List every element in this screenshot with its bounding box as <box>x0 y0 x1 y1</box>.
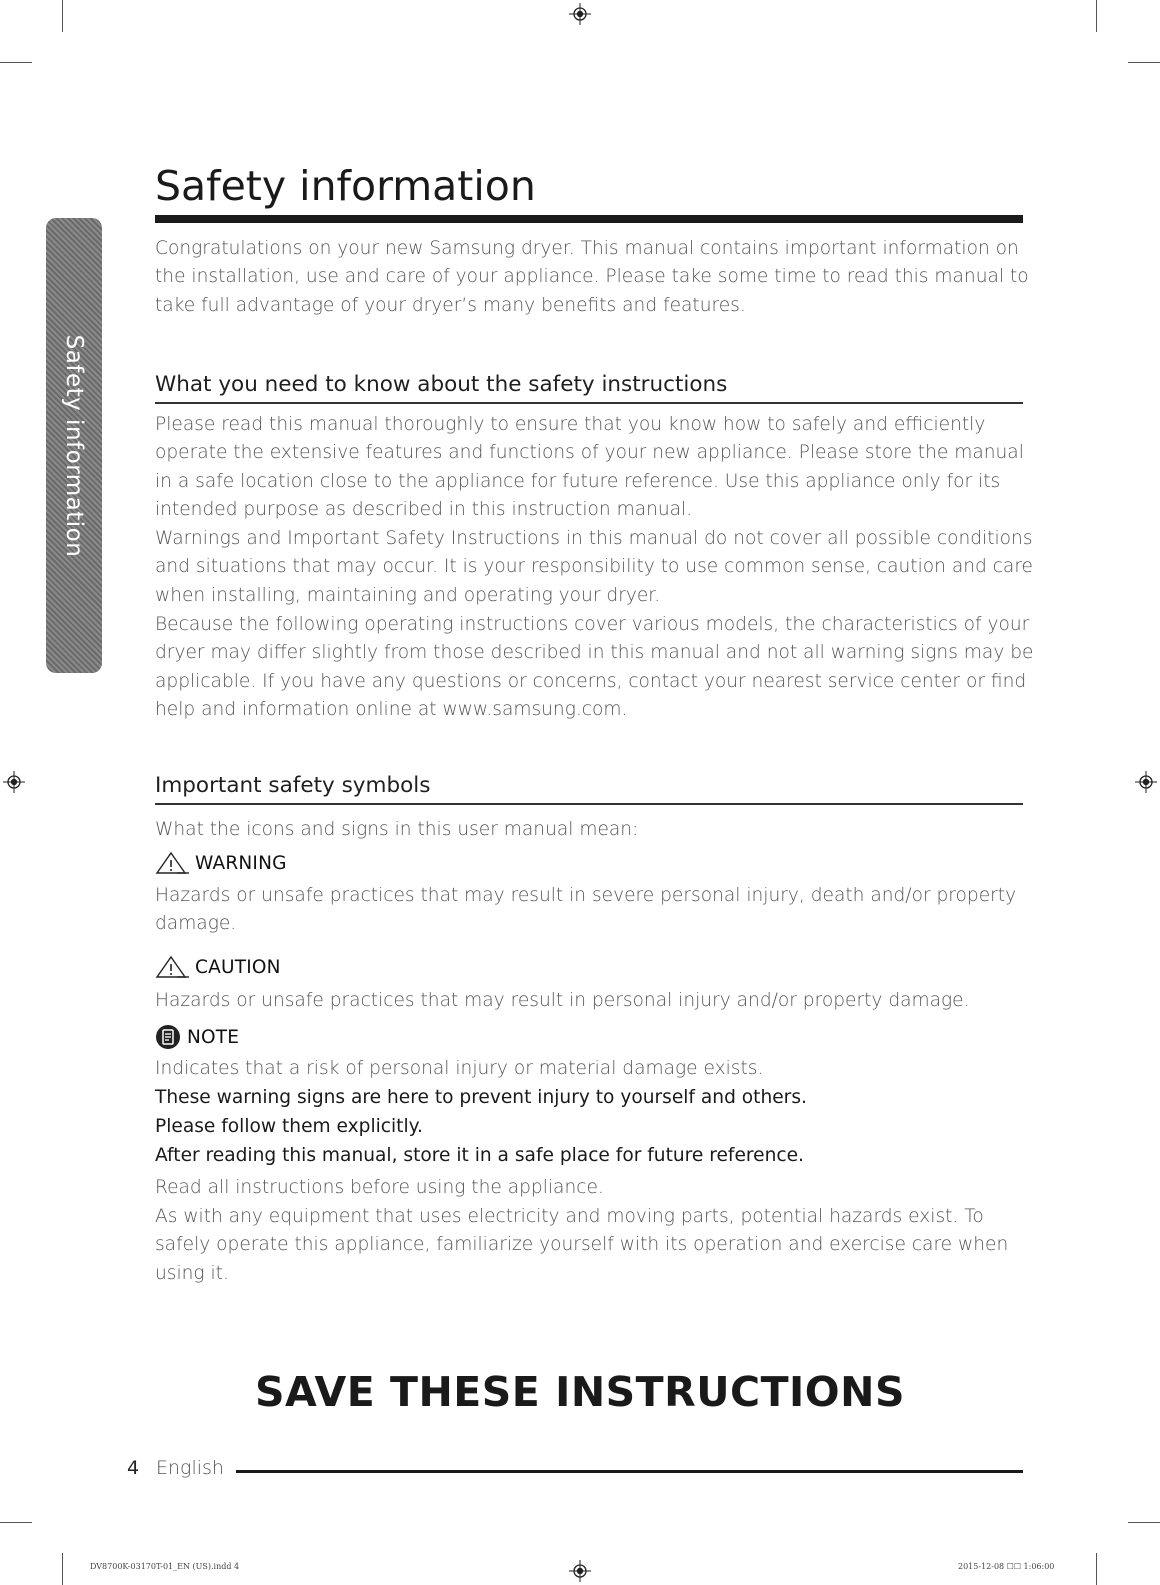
body-paragraph: As with any equipment that uses electricity and moving parts, potential hazards exist. To safely operate this appliance, familiarize yourself with its operation and exercise care when using it. <box>155 1206 1009 1284</box>
caution-label: CAUTION <box>195 956 281 978</box>
section-rule <box>155 803 1023 805</box>
crop-mark <box>62 0 63 32</box>
bold-instruction: These warning signs are here to prevent injury to yourself and others. <box>155 1087 807 1108</box>
page-number: 4 <box>127 1457 140 1479</box>
warning-triangle-icon <box>155 955 189 979</box>
side-tab-label: Safety information <box>61 334 87 557</box>
print-slug-date: 2015-12-08 ☐☐ 1:06:00 <box>958 1562 1055 1571</box>
section-rule <box>155 402 1023 404</box>
crop-mark <box>1096 0 1097 32</box>
section-heading: What you need to know about the safety instructions <box>155 372 728 397</box>
crop-mark <box>0 1522 32 1523</box>
caution-symbol-row <box>155 955 281 979</box>
body-paragraph: Warnings and Important Safety Instructions in this manual do not cover all possible conditions and situations that may occur. It is your responsibility to use common sense, caution and care when installing, maintaining and operating your dryer. <box>155 528 1033 606</box>
note-symbol-row <box>155 1024 239 1050</box>
footer-rule <box>236 1470 1023 1473</box>
body-paragraph: Please read this manual thoroughly to ensure that you know how to safely and efficiently operate the extensive features and functions of your new appliance. Please store the manual in a safe location close to the appliance for future reference. Use this appliance only for its intended purpose as described in this instruction manual. <box>155 414 1024 520</box>
print-slug-file: DV8700K-03170T-01_EN (US).indd 4 <box>90 1562 240 1571</box>
warning-text: Hazards or unsafe practices that may result in severe personal injury, death and/or property damage. <box>155 885 1017 935</box>
registration-mark-icon <box>3 771 25 793</box>
body-paragraph: What the icons and signs in this user manual mean: <box>155 819 639 840</box>
bold-instruction: Please follow them explicitly. <box>155 1116 423 1137</box>
note-icon <box>155 1024 181 1050</box>
warning-triangle-icon <box>155 851 189 875</box>
body-paragraph: Read all instructions before using the appliance. <box>155 1177 604 1198</box>
crop-mark <box>1128 1522 1160 1523</box>
crop-mark <box>1096 1553 1097 1585</box>
body-paragraph: Because the following operating instructions cover various models, the characteristics of your dryer may differ slightly from those described in this manual and not all warning signs may be applicable. If you have any questions or concerns, contact your nearest service center or find help and information online at www.samsung.com. <box>155 614 1034 720</box>
side-tab <box>46 218 102 673</box>
bold-instruction: After reading this manual, store it in a safe place for future reference. <box>155 1145 804 1166</box>
page-language: English <box>156 1457 224 1479</box>
page-title: Safety information <box>155 162 536 210</box>
warning-symbol-row <box>155 851 287 875</box>
save-instructions-banner: SAVE THESE INSTRUCTIONS <box>254 1368 906 1416</box>
registration-mark-icon <box>569 3 591 25</box>
registration-mark-icon <box>1135 771 1157 793</box>
warning-label: WARNING <box>195 852 287 874</box>
intro-paragraph: Congratulations on your new Samsung dryer. This manual contains important information on the installation, use and care of your appliance. Please take some time to read this manual to take full advantage of your dryer’s many benefits and features. <box>155 238 1029 316</box>
section-heading: Important safety symbols <box>155 773 431 798</box>
title-rule <box>155 215 1023 223</box>
caution-text: Hazards or unsafe practices that may result in personal injury and/or property damage. <box>155 990 970 1011</box>
registration-mark-icon <box>569 1560 591 1582</box>
crop-mark <box>1128 62 1160 63</box>
crop-mark <box>62 1553 63 1585</box>
crop-mark <box>0 62 32 63</box>
note-label: NOTE <box>187 1026 240 1048</box>
note-text: Indicates that a risk of personal injury or material damage exists. <box>155 1058 764 1079</box>
